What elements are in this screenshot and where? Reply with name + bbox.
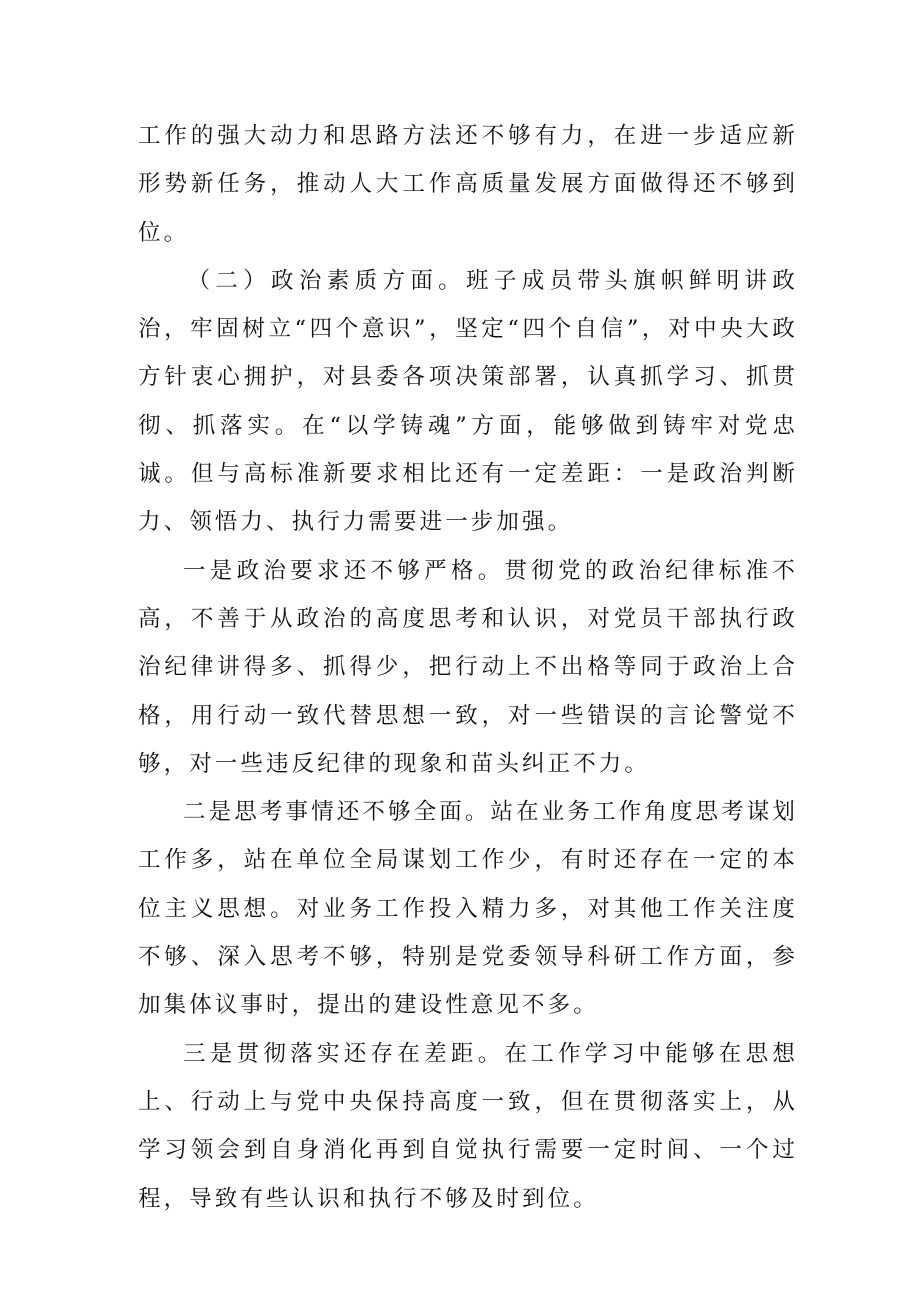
- document-page: [138, 112, 798, 1223]
- paragraph-point-one: 一是政治要求还不够严格。贯彻党的政治纪律标准不高，不善于从政治的高度思考和认识，对党员干部执行政治纪律讲得多、抓得少，把行动上不出格等同于政治上合格，用行动一致代替思想一致，对一些错误的言论警觉不够，对一些违反纪律的现象和苗头纠正不力。: [138, 557, 798, 777]
- paragraph-point-two: 二是思考事情还不够全面。站在业务工作角度思考谋划工作多，站在单位全局谋划工作少，有时还存在一定的本位主义思想。对业务工作投入精力多，对其他工作关注度不够、深入思考不够，特别是党委领导科研工作方面，参加集体议事时，提出的建设性意见不多。: [138, 799, 798, 1019]
- paragraph-point-three: 三是贯彻落实还存在差距。在工作学习中能够在思想上、行动上与党中央保持高度一致，但在贯彻落实上，从学习领会到自身消化再到自觉执行需要一定时间、一个过程，导致有些认识和执行不够及时到位。: [138, 1040, 798, 1212]
- paragraph-political-quality: （二）政治素质方面。班子成员带头旗帜鲜明讲政治，牢固树立“四个意识”，坚定“四个自信”，对中央大政方针衷心拥护，对县委各项决策部署，认真抓学习、抓贯彻、抓落实。在“以学铸魂”方面，能够做到铸牢对党忠诚。但与高标准新要求相比还有一定差距：一是政治判断力、领悟力、执行力需要进一步加强。: [138, 267, 798, 536]
- paragraph-continued: 工作的强大动力和思路方法还不够有力，在进一步适应新形势新任务，推动人大工作高质量发展方面做得还不够到位。: [138, 123, 798, 246]
